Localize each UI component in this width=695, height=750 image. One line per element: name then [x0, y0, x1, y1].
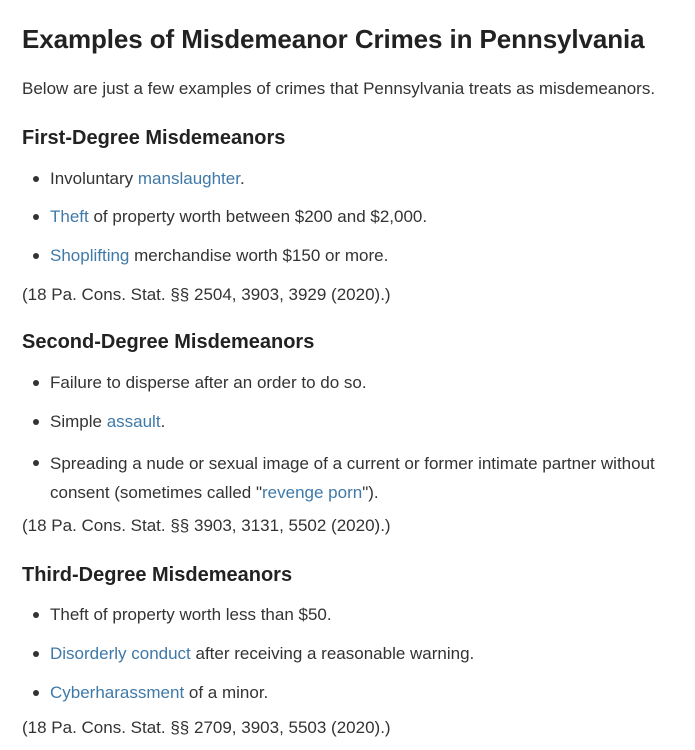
item-text-before: Failure to disperse after an order to do so.: [50, 373, 367, 392]
item-text-after: of property worth between $200 and $2,000.: [88, 207, 428, 226]
item-text-before: Theft of property worth less than $50.: [50, 605, 332, 624]
citation: (18 Pa. Cons. Stat. §§ 2709, 3903, 5503 (2020).): [22, 718, 391, 737]
disorderly-conduct-link[interactable]: Disorderly conduct: [50, 644, 191, 663]
citation: (18 Pa. Cons. Stat. §§ 2504, 3903, 3929 (2020).): [22, 285, 391, 304]
revenge-porn-link[interactable]: revenge porn: [262, 483, 363, 502]
list-item-text: [50, 243, 682, 269]
citation: (18 Pa. Cons. Stat. §§ 3903, 3131, 5502 (2020).): [22, 516, 391, 535]
intro-paragraph: Below are just a few examples of crimes that Pennsylvania treats as misdemeanors.: [22, 79, 656, 98]
list-item-text: [50, 409, 682, 435]
list-item: [22, 243, 682, 269]
item-text-after: after receiving a reasonable warning.: [190, 644, 475, 663]
theft-link[interactable]: Theft: [50, 207, 89, 226]
item-text-before: Spreading a nude or sexual image of a current or former intimate partner without consent (sometimes called ": [50, 454, 655, 502]
assault-link[interactable]: assault: [106, 412, 161, 431]
cyberharassment-link[interactable]: Cyberharassment: [50, 683, 185, 702]
item-text-before: Simple: [50, 412, 107, 431]
item-text-after: of a minor.: [184, 683, 269, 702]
shoplifting-link[interactable]: Shoplifting: [50, 246, 130, 265]
list-item: [22, 680, 682, 706]
item-text-after: .: [239, 169, 245, 188]
bullet-icon: [33, 214, 39, 220]
list-item-text: [50, 641, 682, 667]
bullet-icon: [33, 690, 39, 696]
list-item-text: [50, 449, 675, 507]
list-item-text: [50, 602, 682, 628]
bullet-icon: [33, 460, 39, 466]
section-heading-first-degree: First-Degree Misdemeanors: [22, 127, 286, 149]
item-text-before: Involuntary: [50, 169, 138, 188]
list-item: [22, 602, 682, 628]
bullet-icon: [33, 419, 39, 425]
item-text-after: ").: [362, 483, 379, 502]
list-item-text: [50, 680, 682, 706]
section-heading-second-degree: Second-Degree Misdemeanors: [22, 331, 315, 353]
manslaughter-link[interactable]: manslaughter: [137, 169, 240, 188]
bullet-icon: [33, 651, 39, 657]
bullet-icon: [33, 612, 39, 618]
section-heading-third-degree: Third-Degree Misdemeanors: [22, 564, 293, 586]
list-item: [22, 204, 682, 230]
list-item: [22, 166, 682, 192]
list-item-text: [50, 370, 682, 396]
list-item: [22, 641, 682, 667]
bullet-icon: [33, 176, 39, 182]
list-item-text: [50, 166, 682, 192]
item-text-after: merchandise worth $150 or more.: [129, 246, 389, 265]
list-item: [22, 409, 682, 435]
item-text-after: .: [160, 412, 166, 431]
bullet-icon: [33, 380, 39, 386]
bullet-icon: [33, 253, 39, 259]
list-item-text: [50, 204, 682, 230]
list-item: [22, 370, 682, 396]
list-item: [22, 449, 682, 507]
page-title: Examples of Misdemeanor Crimes in Pennsylvania: [22, 24, 645, 54]
